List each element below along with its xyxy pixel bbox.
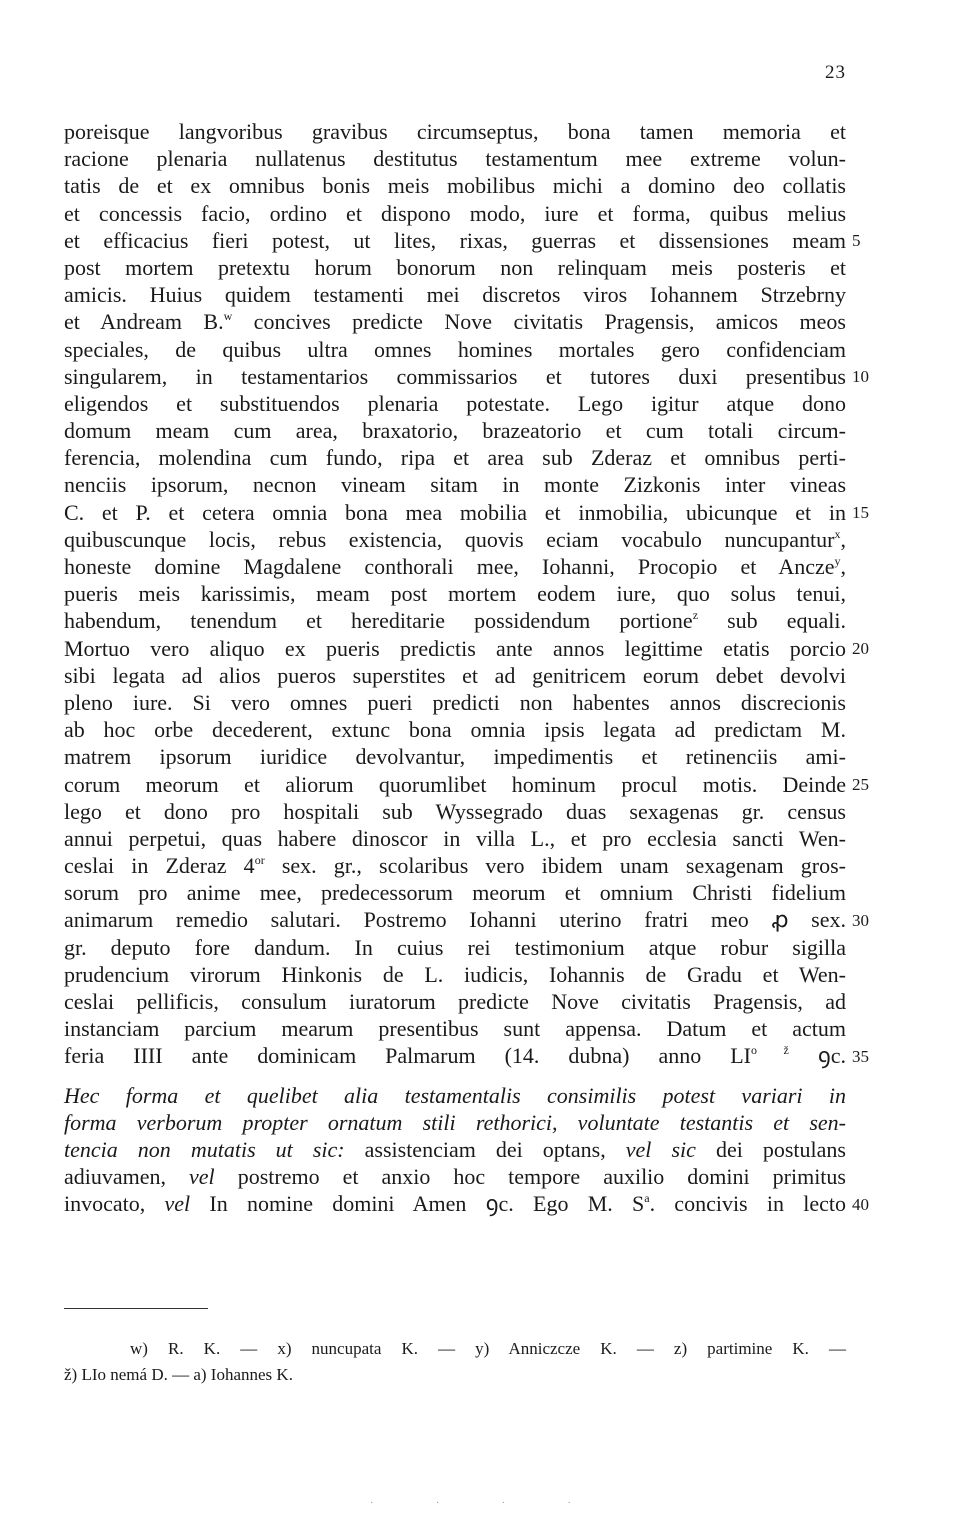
text-line: lego et dono pro hospitali sub Wyssegrado duas sexagenas gr. census (64, 798, 846, 824)
text-line: ceslai pellificis, consulum iuratorum predicte Nove civitatis Pragensis, ad (64, 989, 846, 1014)
formula-paragraph (64, 1082, 846, 1218)
text-line: forma verborum propter ornatum stili rethorici, voluntate testantis et sen- (64, 1109, 846, 1135)
line-number: 25 (852, 774, 869, 794)
text-line: et efficacius fieri potest, ut lites, rixas, guerras et dissensiones meam (64, 227, 846, 253)
text-line: amicis. Huius quidem testamenti mei discretos viros Iohannem Strzebrny (64, 282, 846, 308)
line-number: 15 (852, 502, 869, 522)
text-line: prudencium virorum Hinkonis de L. iudicis, Iohannis de Gradu et Wen- (64, 961, 846, 987)
text-line: Mortuo vero aliquo ex pueris predictis ante annos legittime etatis porcio (64, 635, 846, 661)
text-line: racione plenaria nullatenus destitutus testamentum mee extreme volun- (64, 146, 846, 172)
footnote-line: ž) LIo nemá D. — a) Iohannes K. (64, 1365, 293, 1384)
line-number: 20 (852, 638, 869, 658)
text-line: pleno iure. Si vero omnes pueri predicti non habentes annos discrecionis (64, 689, 846, 715)
text-line: eligendos et substituendos plenaria potestate. Lego igitur atque dono (64, 390, 846, 416)
text-line: ferencia, molendina cum fundo, ripa et area sub Zderaz et omnibus perti- (64, 445, 846, 471)
line-number: 35 (852, 1046, 869, 1066)
text-line: tencia non mutatis ut sic: assistenciam dei optans, vel sic dei postulans (64, 1136, 846, 1162)
text-line: quibuscunque locis, rebus existencia, quovis eciam vocabulo nuncupantur$^x$, (64, 526, 846, 552)
text-line: ab hoc orbe decederent, extunc bona omnia ipsis legata ad predictam M. (64, 717, 846, 743)
testament-paragraph (64, 118, 846, 1070)
text-line: corum meorum et aliorum quorumlibet hominum procul motis. Deinde (64, 771, 846, 797)
text-line: speciales, de quibus ultra omnes homines mortales gero confidenciam (64, 336, 846, 362)
line-number: 40 (852, 1194, 869, 1214)
text-line: nenciis ipsorum, necnon vineam sitam in monte Zizkonis inter vineas (64, 472, 846, 498)
text-line: et concessis facio, ordino et dispono modo, iure et forma, quibus melius (64, 200, 846, 226)
line-number: 5 (852, 230, 861, 250)
text-line: singularem, in testamentarios commissarios et tutores duxi presentibus (64, 363, 846, 389)
text-line: domum meam cum area, braxatorio, brazeatorio et cum totali circum- (64, 418, 846, 444)
text-line: pueris meis karissimis, meam post mortem eodem iure, quo solus tenui, (64, 581, 846, 607)
footnotes (64, 1336, 846, 1388)
text-line: gr. deputo fore dandum. In cuius rei testimonium atque robur sigilla (64, 934, 846, 960)
text-line: annui perpetui, quas habere dinoscor in villa L., et pro ecclesia sancti Wen- (64, 825, 846, 851)
footnote-line: w) R. K. — x) nuncupata K. — y) Anniczcze K. — z) partimine K. — (130, 1339, 846, 1358)
text-line: et Andream B.$^w$ concives predicte Nove civitatis Pragensis, amicos meos (64, 309, 846, 335)
footnote-rule (64, 1308, 208, 1309)
page-number: 23 (825, 62, 846, 83)
text-line: post mortem pretextu horum bonorum non relinquam meis posteris et (64, 254, 846, 280)
text-line: invocato, vel In nomine domini Amen ꝯc. Ego M. $S^a$. concivis in lecto (64, 1191, 846, 1217)
text-line: habendum, tenendum et hereditarie possidendum portione$^z$ sub equali. (64, 608, 847, 634)
text-line: ceslai in Zderaz $4^{or}$ sex. gr., scolaribus vero ibidem unam sexagenam gros- (64, 853, 846, 879)
text-line: instanciam parcium mearum presentibus sunt appensa. Datum et actum (64, 1016, 846, 1042)
line-number: 30 (852, 910, 869, 930)
text-line: C. et P. et cetera omnia bona mea mobilia et inmobilia, ubicunque et in (64, 499, 846, 525)
line-number: 10 (852, 366, 869, 386)
text-line: adiuvamen, vel postremo et anxio hoc tempore auxilio domini primitus (64, 1164, 846, 1190)
text-line: matrem ipsorum iuridice devolvantur, impedimentis et retinenciis ami- (64, 744, 846, 770)
main-text (64, 118, 846, 1218)
text-line: Hec forma et quelibet alia testamentalis consimilis potest variari in (64, 1082, 846, 1108)
text-line: tatis de et ex omnibus bonis meis mobilibus michi a domino deo collatis (64, 173, 846, 199)
text-line: sibi legata ad alios pueros superstites et ad genitricem eorum debet devolvi (64, 662, 846, 688)
text-line: sorum pro anime mee, predecessorum meorum et omnium Christi fidelium (64, 880, 846, 906)
text-line: poreisque langvoribus gravibus circumseptus, bona tamen memoria et (64, 119, 846, 144)
text-line: animarum remedio salutari. Postremo Iohanni uterino fratri meo ꝓ sex. (64, 907, 846, 933)
text-line: feria IIII ante dominicam Palmarum (14. dubna) anno $LI^{o ž}$ ꝯc. (64, 1043, 847, 1069)
text-line: honeste domine Magdalene conthorali mee, Iohanni, Procopio et Ancze$^y$, (64, 554, 846, 579)
scan-specks: · · · · (370, 1498, 601, 1509)
